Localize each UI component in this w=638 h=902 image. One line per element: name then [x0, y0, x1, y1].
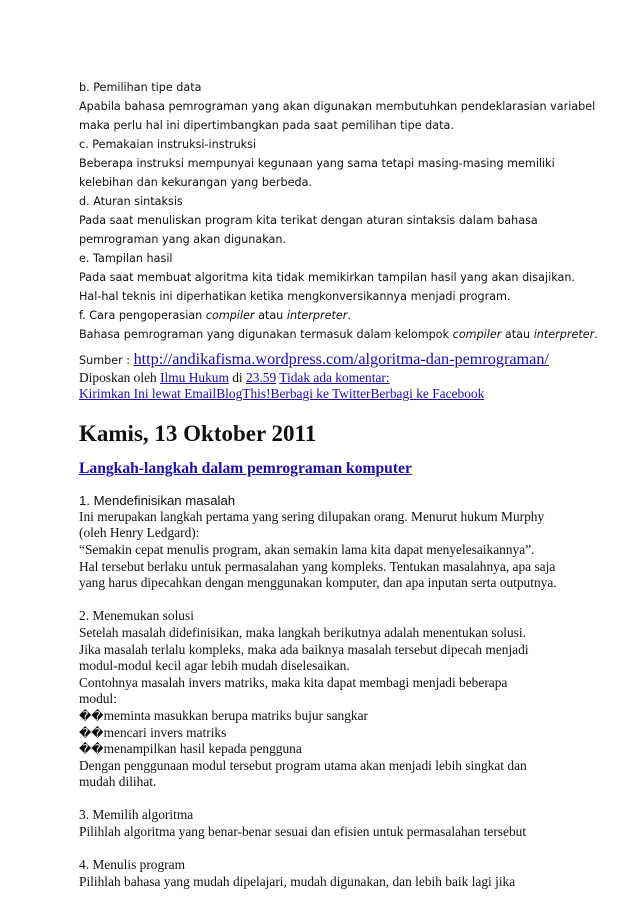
- paragraph-gap: [79, 791, 569, 808]
- top-section: [79, 78, 598, 344]
- text: Bahasa pemrograman yang digunakan termasuk dalam kelompok: [79, 328, 453, 341]
- replacement-char-icon: ��: [79, 742, 104, 757]
- source-block: [79, 351, 569, 403]
- posted-by-label: Diposkan oleh: [79, 369, 161, 385]
- comments-link[interactable]: Tidak ada komentar:: [279, 369, 390, 385]
- text-line: pemrograman yang akan digunakan.: [79, 233, 287, 246]
- text-line: Dengan penggunaan modul tersebut program utama akan menjadi lebih singkat dan: [79, 757, 527, 773]
- section3-heading: 3. Memilih algoritma: [79, 807, 194, 823]
- italic-term: interpreter: [286, 309, 348, 322]
- text: f. Cara pengoperasian: [79, 309, 206, 322]
- text-line: modul-modul kecil agar lebih mudah diselesaikan.: [79, 658, 350, 674]
- source-url-link[interactable]: http://andikafisma.wordpress.com/algoritma-dan-pemrograman/: [133, 350, 549, 368]
- f-line: [79, 306, 569, 325]
- text-line: Setelah masalah didefinisikan, maka langkah berikutnya adalah menentukan solusi.: [79, 624, 526, 640]
- section2-heading: 2. Menemukan solusi: [79, 608, 194, 624]
- source-label: Sumber :: [79, 354, 134, 367]
- list-item-text: menampilkan hasil kepada pengguna: [103, 741, 302, 757]
- section2: [79, 608, 569, 791]
- text-line: mudah dilihat.: [79, 774, 157, 790]
- posted-at-label: di: [228, 369, 247, 385]
- text-line: Beberapa instruksi mempunyai kegunaan yang sama tetapi masing-masing memiliki: [79, 157, 555, 170]
- section1-body: [79, 509, 569, 592]
- blogthis-link[interactable]: BlogThis!: [216, 386, 271, 402]
- text-line: kelebihan dan kekurangan yang berbeda.: [79, 176, 313, 189]
- post-meta: [79, 370, 569, 387]
- replacement-char-icon: ��: [79, 725, 104, 740]
- italic-term: compiler: [452, 328, 502, 341]
- text-line: c. Pemakaian instruksi-instruksi: [79, 138, 257, 151]
- text-line: Pada saat menuliskan program kita terikat dengan aturan sintaksis dalam bahasa: [79, 214, 538, 227]
- section3: [79, 807, 569, 840]
- text: .: [594, 328, 598, 341]
- text-line: (oleh Henry Ledgard):: [79, 525, 200, 541]
- last-line: [79, 325, 598, 344]
- date-header: Kamis, 13 Oktober 2011: [79, 420, 317, 446]
- section4: [79, 857, 569, 890]
- text-line: Apabila bahasa pemrograman yang akan digunakan membutuhkan pendeklarasian variabel: [79, 100, 596, 113]
- text: .: [347, 309, 351, 322]
- source-line: [79, 351, 569, 370]
- text-line: Hal-hal teknis ini diperhatikan ketika mengkonversikannya menjadi program.: [79, 290, 511, 303]
- list-item-text: mencari invers matriks: [103, 724, 227, 740]
- text: atau: [254, 309, 287, 322]
- replacement-char-icon: ��: [79, 708, 104, 723]
- time-link[interactable]: 23.59: [246, 369, 277, 385]
- text-line: Ini merupakan langkah pertama yang sering dilupakan orang. Menurut hukum Murphy: [79, 508, 545, 524]
- text-line: e. Tampilan hasil: [79, 252, 173, 265]
- list-item: [79, 725, 569, 742]
- text: atau: [501, 328, 534, 341]
- paragraph-gap: [79, 841, 569, 858]
- share-links: [79, 386, 569, 403]
- text-line: modul:: [79, 691, 117, 707]
- post-title-link[interactable]: Langkah-langkah dalam pemrograman komputer: [79, 459, 412, 477]
- italic-term: compiler: [205, 309, 255, 322]
- text-line: Hal tersebut berlaku untuk permasalahan yang kompleks. Tentukan masalahnya, apa saja: [79, 558, 556, 574]
- italic-term: interpreter: [533, 328, 595, 341]
- paragraph-gap: [79, 592, 569, 609]
- text-line: Contohnya masalah invers matriks, maka kita dapat membagi menjadi beberapa: [79, 674, 508, 690]
- section4-heading: 4. Menulis program: [79, 857, 185, 873]
- text-line: maka perlu hal ini dipertimbangkan pada saat pemilihan tipe data.: [79, 119, 454, 132]
- text-line: d. Aturan sintaksis: [79, 195, 183, 208]
- list-item: [79, 708, 569, 725]
- share-twitter-link[interactable]: Berbagi ke Twitter: [270, 386, 371, 402]
- text-line: yang harus dipecahkan dengan menggunakan komputer, dan apa inputan serta outputnya.: [79, 575, 557, 591]
- section1-heading: 1. Mendefinisikan masalah: [79, 492, 236, 508]
- list-item-text: meminta masukkan berupa matriks bujur sangkar: [103, 707, 369, 723]
- text-line: b. Pemilihan tipe data: [79, 81, 202, 94]
- share-email-link[interactable]: Kirimkan Ini lewat Email: [79, 386, 217, 402]
- document-page: [79, 78, 598, 890]
- text-line: “Semakin cepat menulis program, akan semakin lama kita dapat menyelesaikannya”.: [79, 541, 535, 557]
- text-line: Jika masalah terlalu kompleks, maka ada baiknya masalah tersebut dipecah menjadi: [79, 641, 529, 657]
- text-line: Pada saat membuat algoritma kita tidak memikirkan tampilan hasil yang akan disajikan.: [79, 271, 575, 284]
- share-facebook-link[interactable]: Berbagi ke Facebook: [370, 386, 485, 402]
- list-item: [79, 741, 569, 758]
- author-link[interactable]: Ilmu Hukum: [160, 369, 229, 385]
- text-line: Pilihlah bahasa yang mudah dipelajari, mudah digunakan, dan lebih baik lagi jika: [79, 873, 516, 889]
- text-line: Pilihlah algoritma yang benar-benar sesuai dan efisien untuk permasalahan tersebut: [79, 824, 527, 840]
